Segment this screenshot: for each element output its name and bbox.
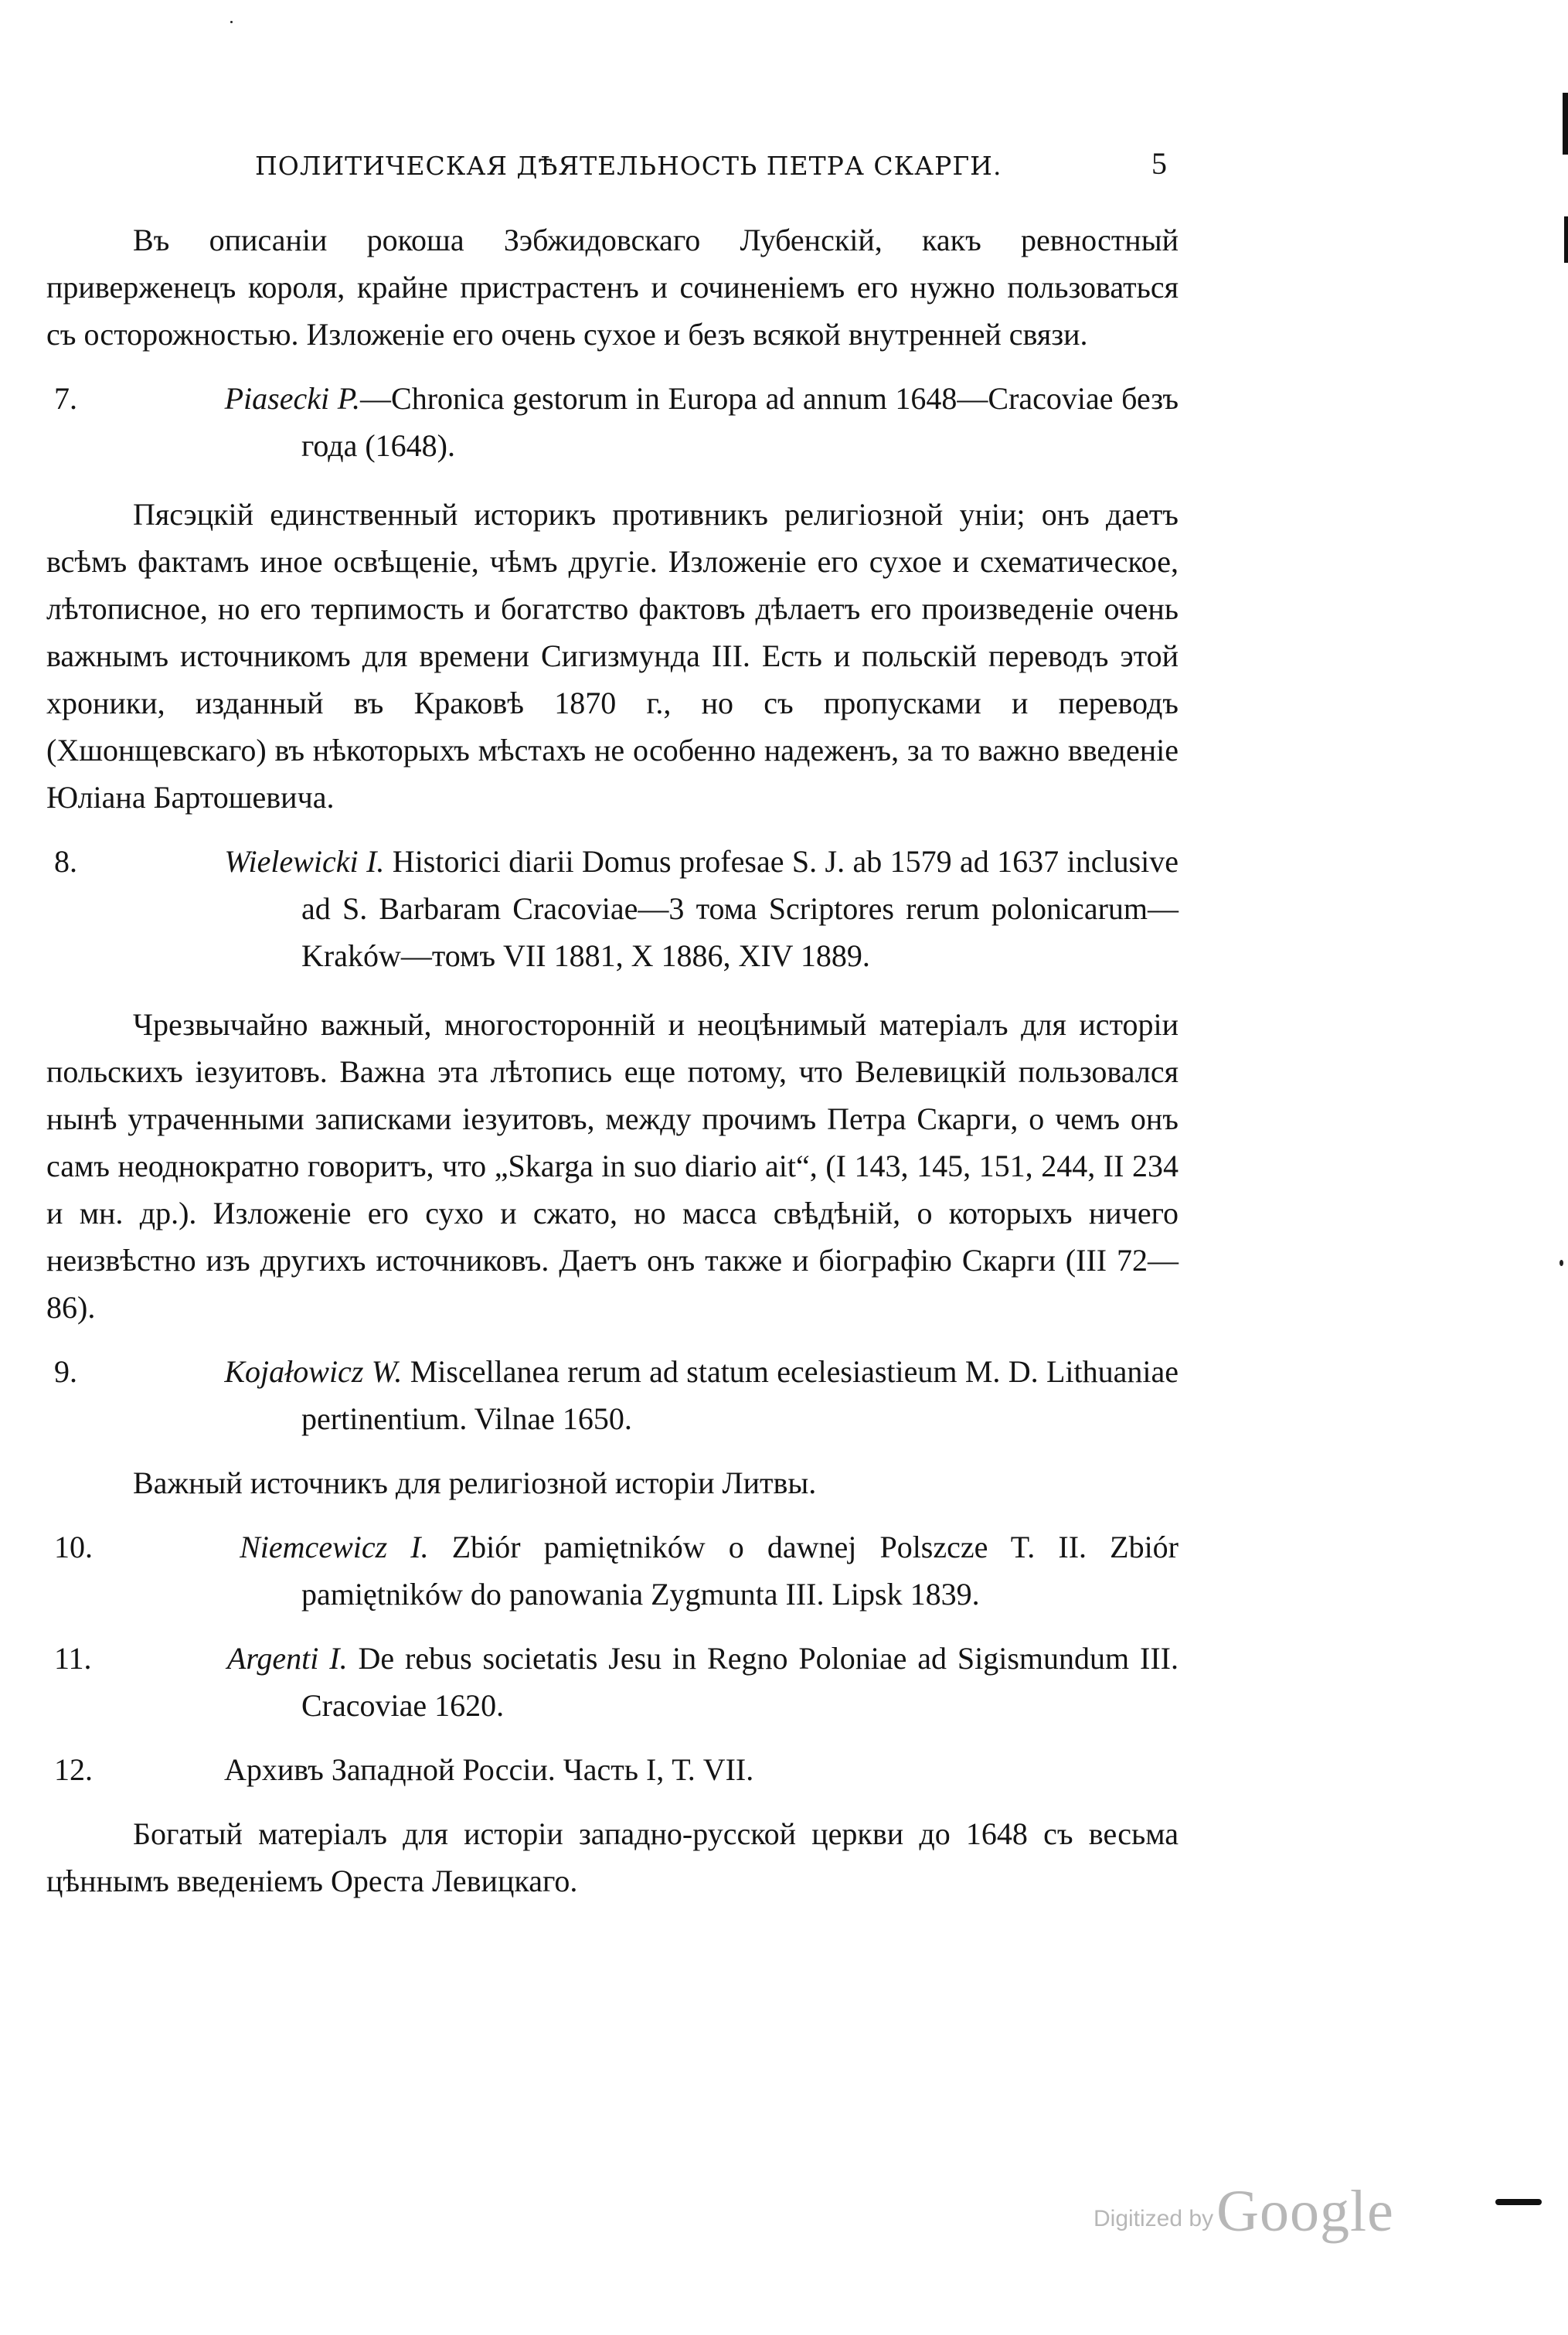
paragraph-wielewicki: Чрезвычайно важный, многосторонній и неоцѣнимый матеріалъ для исторіи польскихъ іезуитовъ. Важна эта лѣтопись еще потому, что Велевицкій пользовался нынѣ утраченными записками іезуитовъ, между прочимъ Петра Скарги, о чемъ онъ самъ неоднократно говоритъ, что „Skarga in suo diario ait“, (I 143, 145, 151, 244, II 234 и мн. др.). Изложеніе его сухо и сжато, но масса свѣдѣній, о которыхъ ничего неизвѣстно изъ другихъ источниковъ. Даетъ онъ также и біографію Скарги (III 72—86). [46,1007,1179,1325]
paragraph-lubenski: Въ описаніи рокоша Зэбжидовскаго Лубенскій, какъ ревностный приверженецъ короля, крайне пристрастенъ и сочиненіемъ его нужно пользоваться съ осторожностью. Изложеніе его очень сухое и безъ всякой внутренней связи. [46,223,1179,352]
scan-edge-mark [1563,93,1568,155]
body-text [46,216,1179,1904]
running-title: ПОЛИТИЧЕСКАЯ ДѢЯТЕЛЬНОСТЬ ПЕТРА СКАРГИ. [255,151,1002,181]
entry-number: 12. [54,1752,93,1787]
watermark-label: Digitized by [1094,2206,1214,2231]
entry-title: Historici diarii Domus profesae S. J. ab 1579 ad 1637 inclusive ad S. Barbaram Cracoviae—3 тома Scriptores rerum polonicarum—Kraków—томъ VII 1881, X 1886, XIV 1889. [301,844,1179,973]
scan-edge-mark [1564,216,1568,263]
digitized-watermark [1094,2178,1394,2245]
entry-number: 8. [54,844,77,879]
entry-number: 10. [54,1530,93,1564]
entry-author: Kojałowicz W. [224,1354,403,1389]
entry-author: Wielewicki I. [224,844,385,879]
bibliography-entry-10 [46,1523,1179,1618]
scan-speck [1559,1260,1563,1266]
entry-author: Niemcewicz I. [240,1530,429,1564]
bibliography-entry-8 [46,838,1179,979]
paragraph-kojalowicz: Важный источникъ для религіозной исторіи Литвы. [133,1465,817,1500]
scan-edge-mark [1495,2199,1542,2205]
entry-title: De rebus societatis Jesu in Regno Poloniae ad Sigismundum III. Cracoviae 1620. [301,1641,1179,1723]
bibliography-entry-11 [46,1635,1179,1729]
entry-number: 9. [54,1354,77,1389]
paragraph-piasecki: Пясэцкій единственный историкъ противникъ религіозной уніи; онъ даетъ всѣмъ фактамъ иное освѣщеніе, чѣмъ другіе. Изложеніе его сухое и схематическое, лѣтописное, но его терпимость и богатство фактовъ дѣлаетъ его произведеніе очень важнымъ источникомъ для времени Сигизмунда III. Есть и польскій переводъ этой хроники, изданный въ Краковѣ 1870 г., но съ пропусками и переводъ (Хшонщевскаго) въ нѣкоторыхъ мѣстахъ не особенно надеженъ, за то важно введеніе Юліана Бартошевича. [46,497,1179,815]
scan-speck [230,21,233,23]
entry-author: Piasecki P. [224,381,361,416]
entry-number: 11. [54,1641,92,1676]
page-number: 5 [1151,146,1167,181]
paragraph-archive: Богатый матеріалъ для исторіи западно-русской церкви до 1648 съ весьма цѣннымъ введеніемъ Ореста Левицкаго. [46,1816,1179,1898]
watermark-brand: Google [1216,2179,1394,2244]
bibliography-entry-9 [46,1348,1179,1442]
entry-title: —Chronica gestorum in Europa ad annum 1648—Cracoviae безъ года (1648). [301,381,1179,463]
entry-title: Zbiór pamiętników o dawnej Polszcze T. II. Zbiór pamiętników do panowania Zygmunta III. Lipsk 1839. [301,1530,1179,1612]
entry-author: Argenti I. [226,1641,348,1676]
entry-title: Архивъ Западной Россіи. Часть I, Т. VII. [224,1752,754,1787]
bibliography-entry-7 [46,375,1179,469]
entry-title: Miscellanea rerum ad statum ecelesiastieum M. D. Lithuaniae pertinentium. Vilnae 1650. [301,1354,1179,1436]
entry-number: 7. [54,381,77,416]
bibliography-entry-12 [46,1746,1179,1793]
